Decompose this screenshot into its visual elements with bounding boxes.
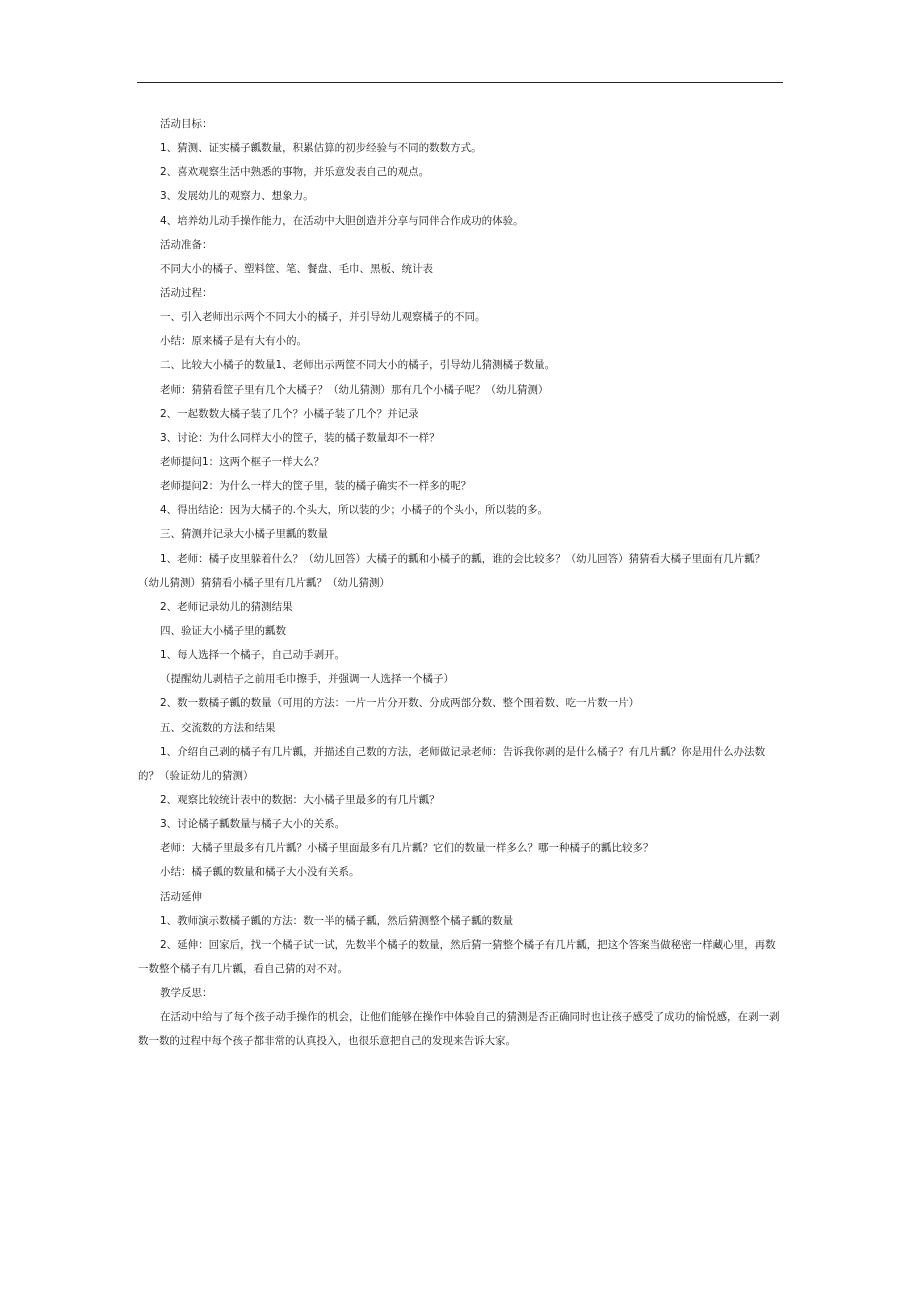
section-heading-preparation: 活动准备： (160, 238, 213, 251)
paragraph: 2、延伸：回家后，找一个橘子试一试，先数半个橘子的数量，然后猜一猜整个橘子有几片瓤，把这个答案当做秘密一样藏心里，再数一数整个橘子有几片瓤，看自己猜的对不对。 (138, 938, 776, 975)
paragraph: 1、老师：橘子皮里躲着什么？（幼儿回答）大橘子的瓤和小橘子的瓤，谁的会比较多？（幼儿回答）猜猜看大橘子里面有几片瓤？（幼儿猜测）猜猜看小橘子里有几片瓤？（幼儿猜测） (138, 552, 766, 589)
paragraph: 3、讨论：为什么同样大小的筐子，装的橘子数量却不一样？ (160, 431, 440, 444)
paragraph: 2、一起数数大橘子装了几个？小橘子装了几个？并记录 (160, 407, 419, 420)
paragraph: 1、教师演示数橘子瓤的方法：数一半的橘子瓤，然后猜测整个橘子瓤的数量 (160, 914, 514, 927)
paragraph: 3、讨论橘子瓤数量与橘子大小的关系。 (160, 818, 346, 831)
paragraph: 2、数一数橘子瓤的数量（可用的方法：一片一片分开数、分成两部分数、整个围着数、吃一片数一片） (160, 697, 640, 710)
paragraph: 老师：猜猜看筐子里有几个大橘子？（幼儿猜测）那有几个小橘子呢？（幼儿猜测） (160, 383, 549, 396)
paragraph: 不同大小的橘子、塑料筐、笔、餐盘、毛巾、黑板、统计表 (160, 262, 433, 275)
paragraph: 三、猜测并记录大小橘子里瓤的数量 (160, 528, 328, 541)
paragraph: 一、引入老师出示两个不同大小的橘子，并引导幼儿观察橘子的不同。 (160, 311, 486, 324)
paragraph: 4、培养幼儿动手操作能力，在活动中大胆创造并分享与同伴合作成功的体验。 (160, 214, 524, 227)
paragraph: 2、观察比较统计表中的数据：大小橘子里最多的有几片瓤？ (160, 794, 440, 806)
section-heading-reflection: 教学反思： (160, 987, 213, 1000)
section-heading-extension: 活动延伸 (160, 890, 202, 903)
paragraph: 小结：原来橘子是有大有小的。 (160, 335, 307, 348)
paragraph: 4、得出结论：因为大橘子的.个头大，所以装的少；小橘子的个头小，所以装的多。 (160, 504, 549, 517)
paragraph: 老师：大橘子里最多有几片瓤？小橘子里面最多有几片瓤？它们的数量一样多么？哪一种橘子的瓤比较多？ (160, 842, 654, 855)
paragraph: 2、老师记录幼儿的猜测结果 (160, 600, 293, 613)
paragraph: 1、介绍自己剥的橘子有几片瓤，并描述自己数的方法，老师做记录老师：告诉我你剥的是什么橘子？有几片瓤？你是用什么办法数的？（验证幼儿的猜测） (138, 745, 766, 782)
paragraph: 在活动中给与了每个孩子动手操作的机会，让他们能够在操作中体验自己的猜测是否正确同时也让孩子感受了成功的愉悦感，在剥一剥数一数的过程中每个孩子都非常的认真投入，也很乐意把自己的发现来告诉大家。 (138, 1011, 780, 1048)
paragraph: 五、交流数的方法和结果 (160, 721, 276, 734)
section-heading-goals: 活动目标： (160, 118, 213, 130)
paragraph: （提醒幼儿剥桔子之前用毛巾擦手，并强调一人选择一个橘子） (160, 673, 454, 686)
paragraph: 2、喜欢观察生活中熟悉的事物，并乐意发表自己的观点。 (160, 166, 430, 179)
paragraph: 老师提问1：这两个框子一样大么？ (160, 455, 325, 468)
paragraph: 1、猜测、证实橘子瓤数量，积累估算的初步经验与不同的数数方式。 (160, 142, 482, 155)
paragraph: 1、每人选择一个橘子，自己动手剥开。 (160, 649, 346, 662)
header-rule (137, 82, 783, 83)
paragraph: 小结：橘子瓤的数量和橘子大小没有关系。 (160, 866, 360, 879)
section-heading-process: 活动过程： (160, 286, 213, 299)
paragraph: 老师提问2：为什么一样大的筐子里，装的橘子确实不一样多的呢？ (160, 480, 472, 493)
document-body (138, 112, 784, 1054)
paragraph: 3、发展幼儿的观察力、想象力。 (160, 190, 314, 203)
paragraph: 四、验证大小橘子里的瓤数 (160, 624, 286, 637)
paragraph: 二、比较大小橘子的数量1、老师出示两筐不同大小的橘子，引导幼儿猜测橘子数量。 (160, 359, 556, 372)
